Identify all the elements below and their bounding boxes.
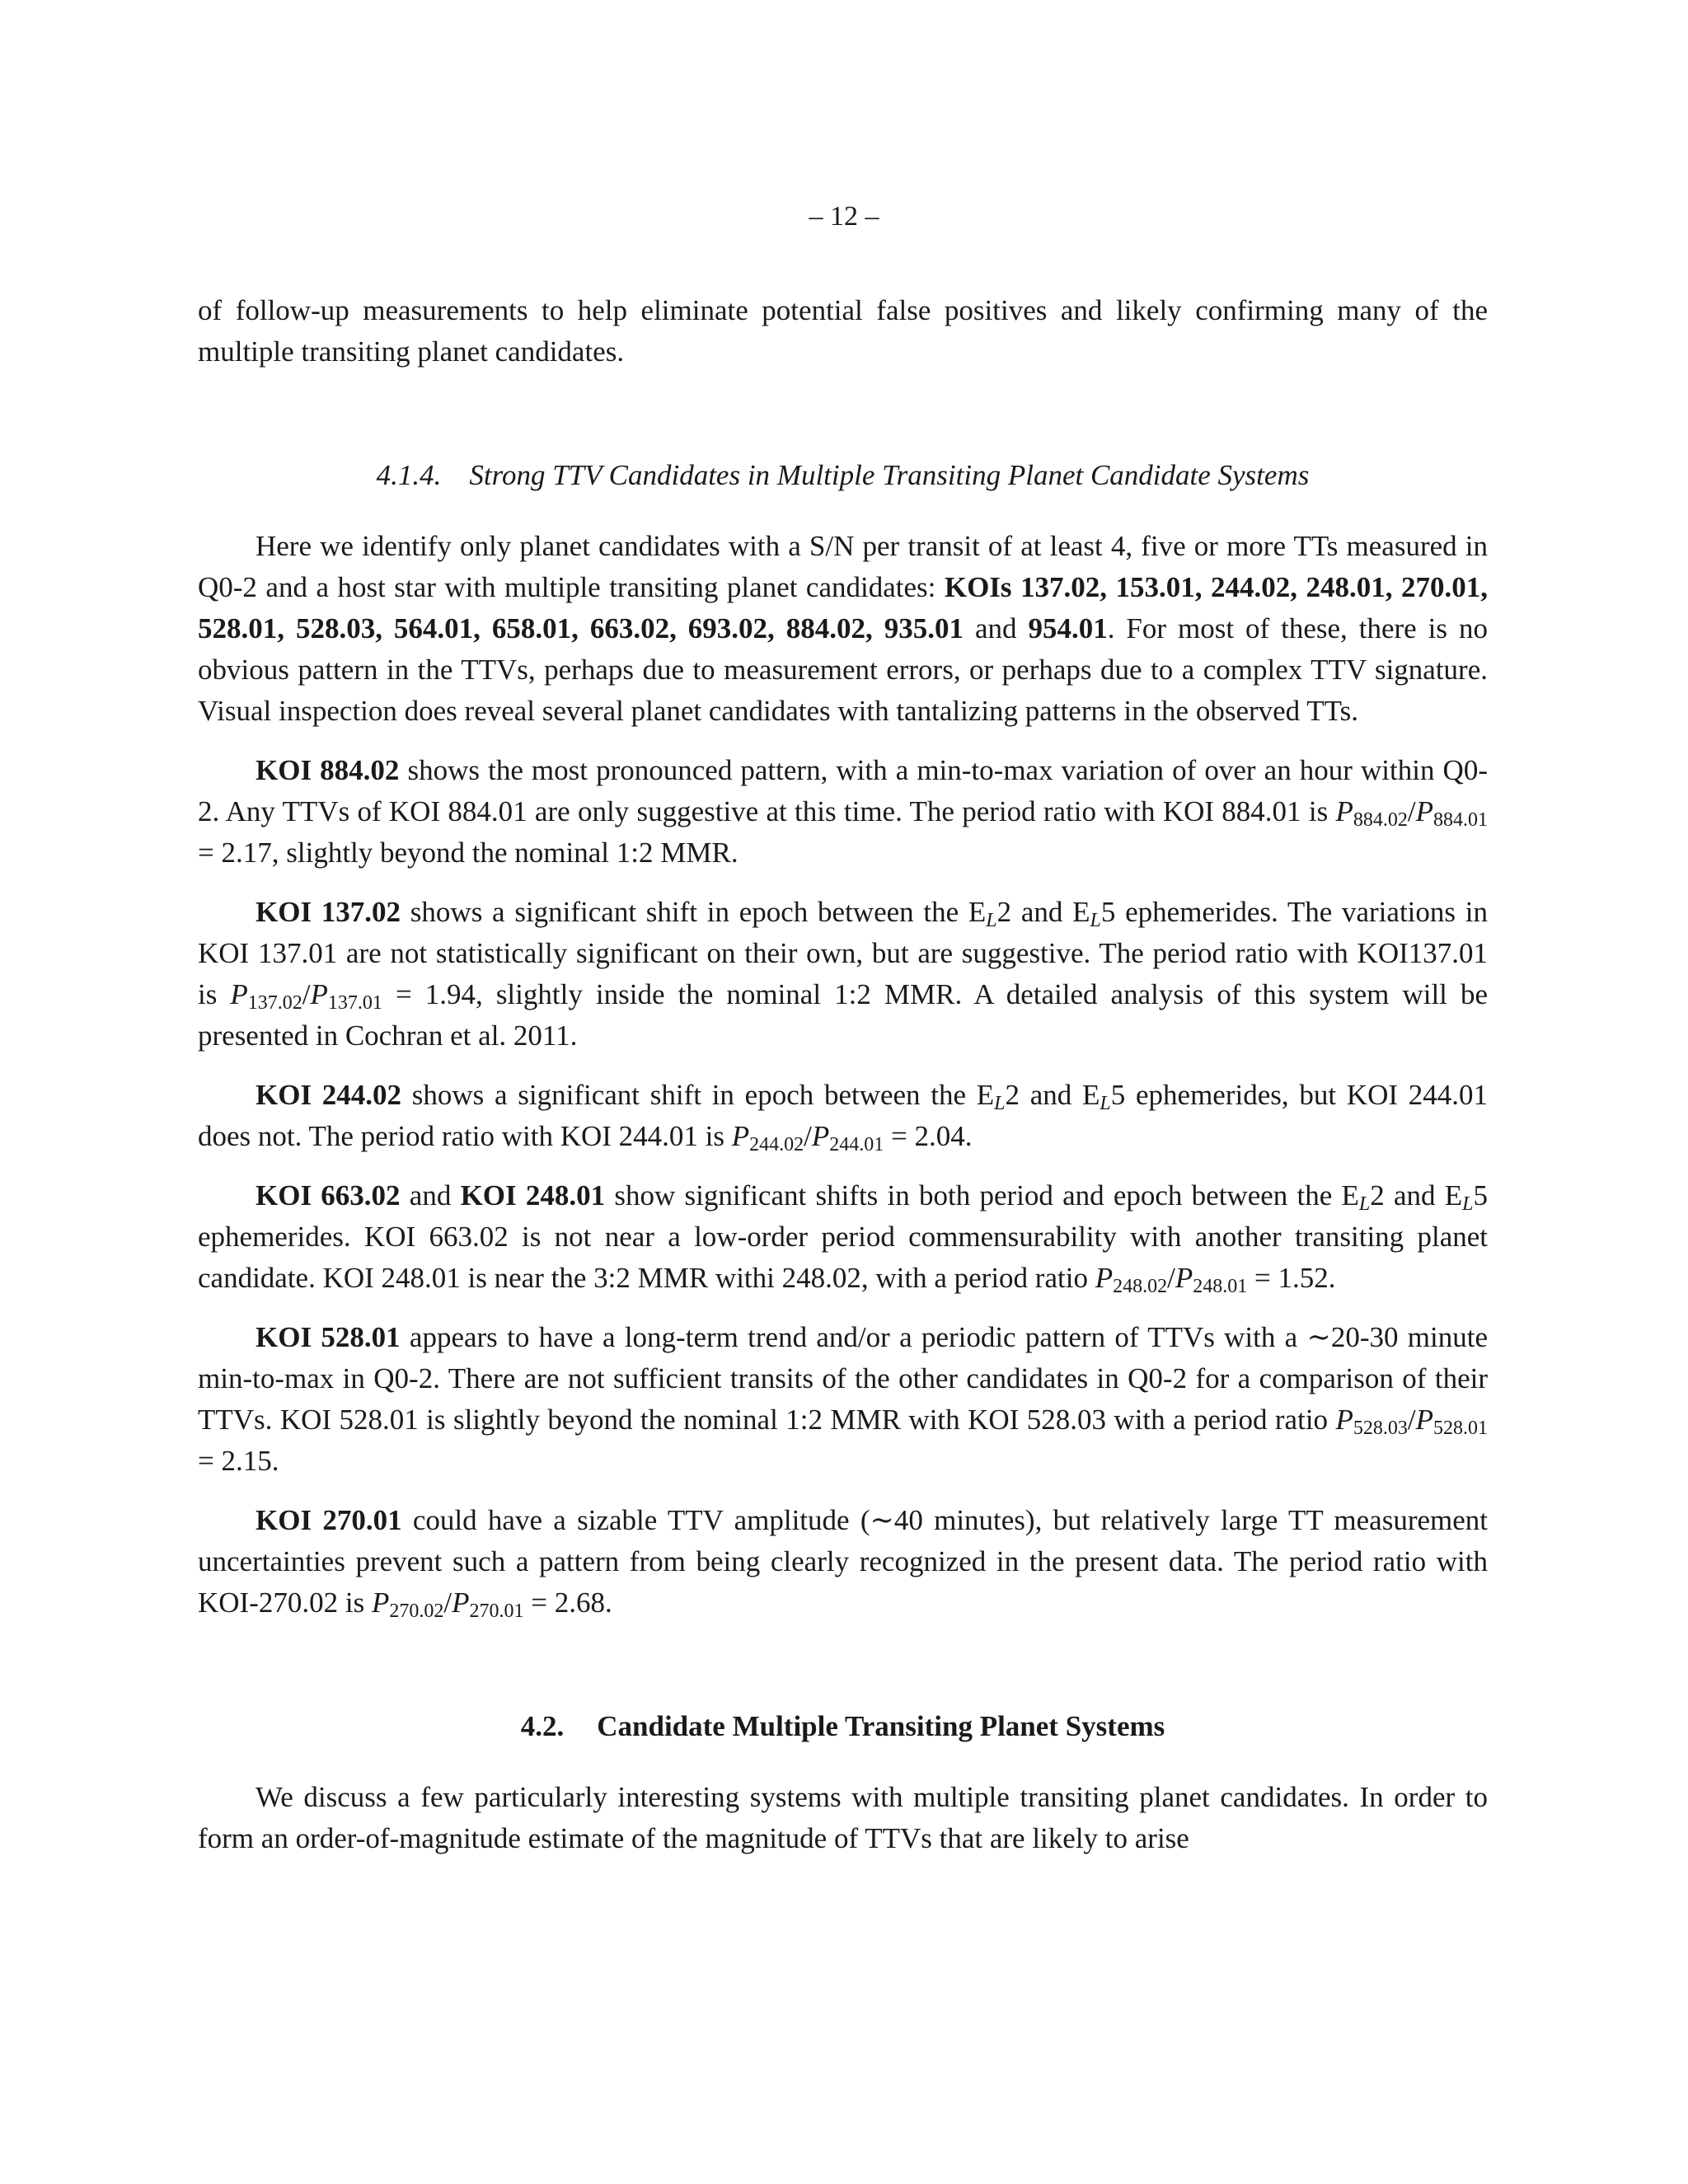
koi-label: KOI 244.02 bbox=[256, 1079, 402, 1111]
section-number: 4.2. bbox=[520, 1710, 565, 1742]
paragraph-text: appears to have a long-term trend and/or a periodic pattern of TTVs with a ∼20-30 minute min-to-max in Q0-2. There are not sufficient transits of the other candidates in Q0-2 for a comparison of their TTVs. KOI 528.01 is slightly beyond the nominal 1:2 MMR with KOI 528.03 with a period ratio bbox=[198, 1321, 1488, 1436]
paragraph-text: . bbox=[604, 1586, 612, 1619]
paragraph-koi-244 bbox=[198, 1075, 1488, 1157]
text-column bbox=[198, 290, 1488, 1859]
paragraph-text: show significant shifts in both period and epoch between the $E_L2$ and $E_L5$ ephemerides. KOI 663.02 is not near a low-order period commensurability with another transiting planet candidate. KOI 248.01 is near the 3:2 MMR withi 248.02, with a period ratio bbox=[198, 1179, 1488, 1294]
paragraph-text: could have a sizable TTV amplitude (∼40 minutes), but relatively large TT measurement uncertainties prevent such a pattern from being clearly recognized in the present data. The period ratio with KOI-270.02 is bbox=[198, 1504, 1488, 1619]
ephemeris-label: $E_L2$ bbox=[976, 1079, 1020, 1114]
paragraph-text: , slightly beyond the nominal 1:2 MMR. bbox=[271, 837, 738, 869]
paragraph-text: Here we identify only planet candidates with a S/N per transit of at least 4, five or more TTs measured in Q0-2 and a host star with multiple transiting planet candidates: bbox=[198, 530, 1488, 603]
koi-label: KOI 248.01 bbox=[460, 1179, 606, 1212]
koi-label: KOI 528.01 bbox=[256, 1321, 401, 1353]
paragraph-text: . bbox=[271, 1445, 279, 1477]
koi-list-bold: 954.01 bbox=[1028, 612, 1108, 644]
paragraph-text: , slightly inside the nominal 1:2 MMR. A detailed analysis of this system will be presented in Cochran et al. 2011. bbox=[198, 978, 1488, 1052]
subsection-title: Strong TTV Candidates in Multiple Transiting Planet Candidate Systems bbox=[469, 459, 1310, 491]
koi-label: KOI 137.02 bbox=[256, 896, 401, 928]
subsection-number: 4.1.4. bbox=[376, 459, 442, 491]
paragraph-koi-663-248 bbox=[198, 1175, 1488, 1299]
period-ratio: $P_{248.02}/P_{248.01} = 1.52$ bbox=[1095, 1262, 1329, 1297]
paragraph-text: shows the most pronounced pattern, with a min-to-max variation of over an hour within Q0-2. Any TTVs of KOI 884.01 are only suggestive at this time. The period ratio with KOI 884.01 is bbox=[198, 754, 1488, 827]
paragraph-koi-528 bbox=[198, 1317, 1488, 1482]
paragraph-text: shows a significant shift in epoch between the $E_L2$ and $E_L5$ ephemerides. The variations in KOI 137.01 are not statistically significant on their own, but are suggestive. The period ratio with KOI137.01 is bbox=[198, 896, 1488, 1010]
paragraph-text: and bbox=[963, 612, 1029, 644]
paragraph-section-intro: We discuss a few particularly interesting systems with multiple transiting planet candidates. In order to form an order-of-magnitude estimate of the magnitude of TTVs that are likely to arise bbox=[198, 1781, 1488, 1854]
koi-label: KOI 884.02 bbox=[256, 754, 400, 786]
ephemeris-label: $E_L5$ bbox=[1082, 1079, 1126, 1114]
ephemeris-label: $E_L2$ bbox=[968, 896, 1012, 931]
paragraph-koi-270 bbox=[198, 1500, 1488, 1624]
section-title: Candidate Multiple Transiting Planet Systems bbox=[597, 1710, 1165, 1742]
period-ratio: $P_{884.02}/P_{884.01} = 2.17$ bbox=[198, 795, 1488, 869]
subsection-heading bbox=[198, 455, 1488, 496]
page-number: – 12 – bbox=[809, 201, 879, 232]
koi-list-bold: KOIs 137.02, 153.01, 244.02, 248.01, 270.01, 528.01, 528.03, 564.01, 658.01, 663.02, 693.02, 884.02, 935.01 bbox=[198, 571, 1488, 644]
paragraph-text: and bbox=[400, 1179, 461, 1212]
period-ratio: $P_{244.02}/P_{244.01} = 2.04$ bbox=[731, 1120, 965, 1155]
ephemeris-label: $E_L5$ bbox=[1444, 1179, 1488, 1215]
period-ratio: $P_{137.02}/P_{137.01} = 1.94$ bbox=[230, 978, 476, 1014]
section-heading bbox=[198, 1706, 1488, 1747]
period-ratio: $P_{528.03}/P_{528.01} = 2.15$ bbox=[198, 1404, 1488, 1477]
period-ratio: $P_{270.02}/P_{270.01} = 2.68$ bbox=[371, 1586, 605, 1622]
paragraph-text: shows a significant shift in epoch between the $E_L2$ and $E_L5$ ephemerides, but KOI 244.01 does not. The period ratio with KOI 244.01 is bbox=[198, 1079, 1488, 1152]
paragraph-koi-884 bbox=[198, 750, 1488, 874]
paragraph-continued: of follow-up measurements to help eliminate potential false positives and likely confirming many of the multiple transiting planet candidates. bbox=[198, 294, 1488, 368]
koi-label: KOI 270.01 bbox=[256, 1504, 402, 1536]
paragraph-text: . bbox=[1328, 1262, 1336, 1294]
paragraph-text: . For most of these, there is no obvious pattern in the TTVs, perhaps due to measurement errors, or perhaps due to a complex TTV signature. Visual inspection does reveal several planet candidates with tantalizing patterns in the observed TTs. bbox=[198, 612, 1488, 727]
koi-label: KOI 663.02 bbox=[256, 1179, 401, 1212]
ephemeris-label: $E_L5$ bbox=[1072, 896, 1116, 931]
ephemeris-label: $E_L2$ bbox=[1341, 1179, 1385, 1215]
paragraph-text: . bbox=[964, 1120, 973, 1152]
paragraph-koi-137 bbox=[198, 892, 1488, 1057]
paragraph-candidates-list bbox=[198, 526, 1488, 732]
